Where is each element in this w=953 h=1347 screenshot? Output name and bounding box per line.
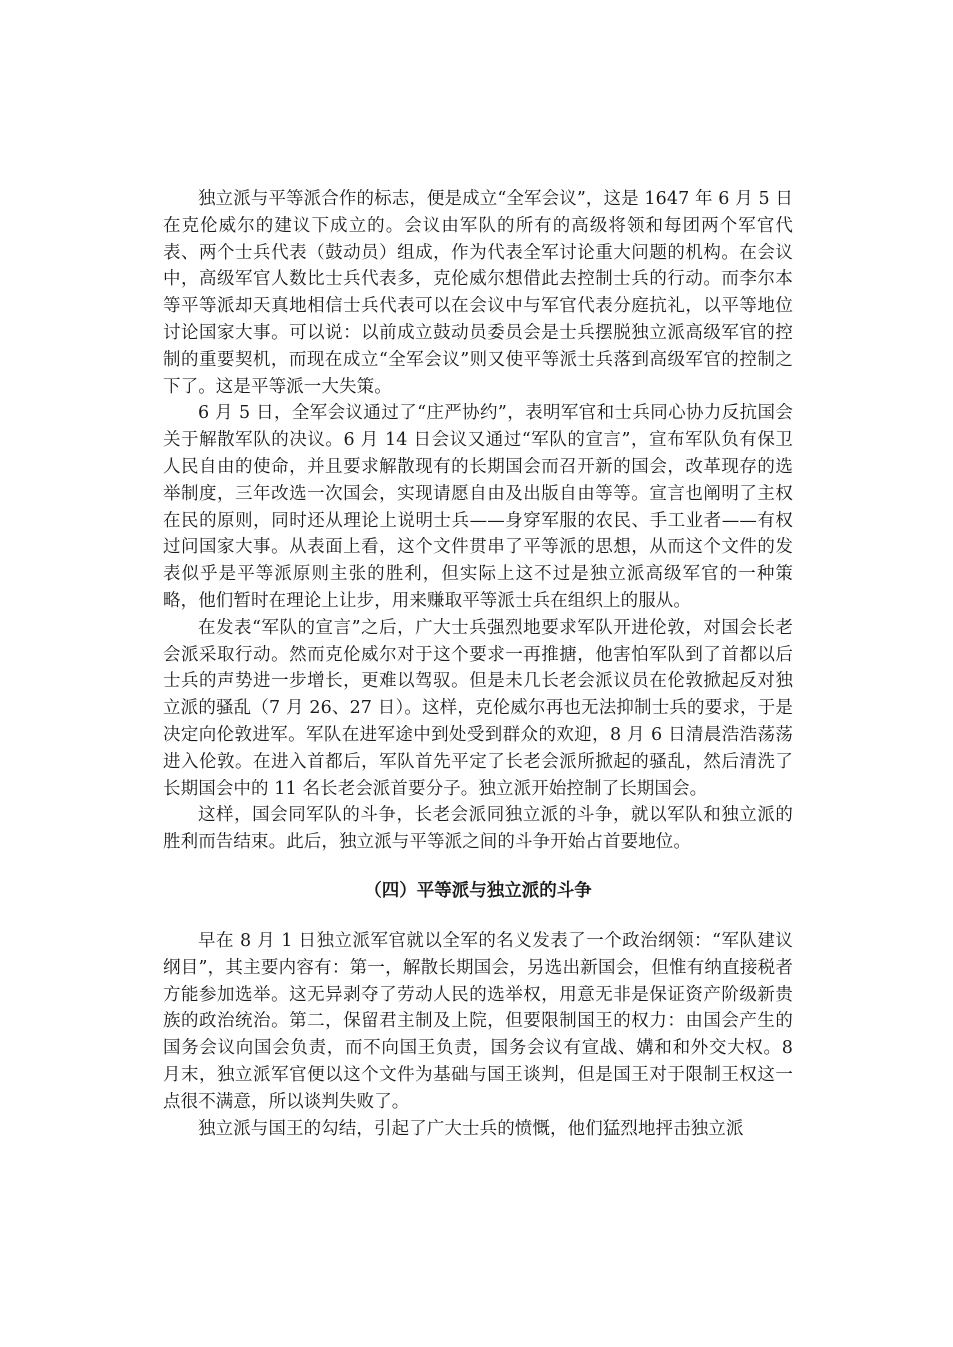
paragraph-6: 独立派与国王的勾结，引起了广大士兵的愤慨，他们猛烈地抨击独立派 bbox=[198, 1118, 744, 1139]
paragraph-5: 早在 8 月 1 日独立派军官就以全军的名义发表了一个政治纲领：“军队建议纲目”，其主要内容有：第一，解散长期国会，另选出新国会，但惟有纳直接税者方能参加选举。这无异剥夺了劳动人民的选举权，用意无非是保证资产阶级新贵族的政治统治。第二，保留君主制及上院，但要限制国王的权力：由国会产生的国务会议向国会负责，而不向国王负责，国务会议有宣战、媾和和外交大权。8 月末，独立派军官便以这个文件为基础与国王谈判，但是国王对于限制王权这一点很不满意，所以谈判失败了。 bbox=[163, 930, 793, 1112]
paragraph-3: 在发表“军队的宣言”之后，广大士兵强烈地要求军队开进伦敦，对国会长老会派采取行动。然而克伦威尔对于这个要求一再推搪，他害怕军队到了首都以后士兵的声势进一步增长，更难以驾驭。但是未几长老会派议员在伦敦掀起反对独立派的骚乱（7 月 26、27 日）。这样，克伦威尔再也无法抑制士兵的要求，于是决定向伦敦进军。军队在进军途中到处受到群众的欢迎，8 月 6 日清晨浩浩荡荡进入伦敦。在进入首都后，军队首先平定了长老会派所掀起的骚乱，然后清洗了长期国会中的 11 名长老会派首要分子。独立派开始控制了长期国会。 bbox=[163, 617, 793, 799]
paragraph-1: 独立派与平等派合作的标志，便是成立“全军会议”，这是 1647 年 6 月 5 日在克伦威尔的建议下成立的。会议由军队的所有的高级将领和每团两个军官代表、两个士兵代表（鼓动员）组成，作为代表全军讨论重大问题的机构。在会议中，高级军官人数比士兵代表多，克伦威尔想借此去控制士兵的行动。而李尔本等平等派却天真地相信士兵代表可以在会议中与军官代表分庭抗礼，以平等地位讨论国家大事。可以说：以前成立鼓动员委员会是士兵摆脱独立派高级军官的控制的重要契机，而现在成立“全军会议”则又使平等派士兵落到高级军官的控制之下了。这是平等派一大失策。 bbox=[163, 189, 793, 397]
section-heading: （四）平等派与独立派的斗争 bbox=[364, 880, 592, 901]
paragraph-2: 6 月 5 日，全军会议通过了“庄严协约”，表明军官和士兵同心协力反抗国会关于解散军队的决议。6 月 14 日会议又通过“军队的宣言”，宣布军队负有保卫人民自由的使命，并且要求解散现有的长期国会而召开新的国会，改革现存的选举制度，三年改选一次国会，实现请愿自由及出版自由等等。宣言也阐明了主权在民的原则，同时还从理论上说明士兵——身穿军服的农民、手工业者——有权过问国家大事。从表面上看，这个文件贯串了平等派的思想，从而这个文件的发表似乎是平等派原则主张的胜利，但实际上这不过是独立派高级军官的一种策略，他们暂时在理论上让步，用来赚取平等派士兵在组织上的服从。 bbox=[163, 403, 793, 611]
document-page bbox=[163, 186, 793, 1142]
paragraph-4: 这样，国会同军队的斗争，长老会派同独立派的斗争，就以军队和独立派的胜利而告结束。此后，独立派与平等派之间的斗争开始占首要地位。 bbox=[163, 805, 793, 853]
